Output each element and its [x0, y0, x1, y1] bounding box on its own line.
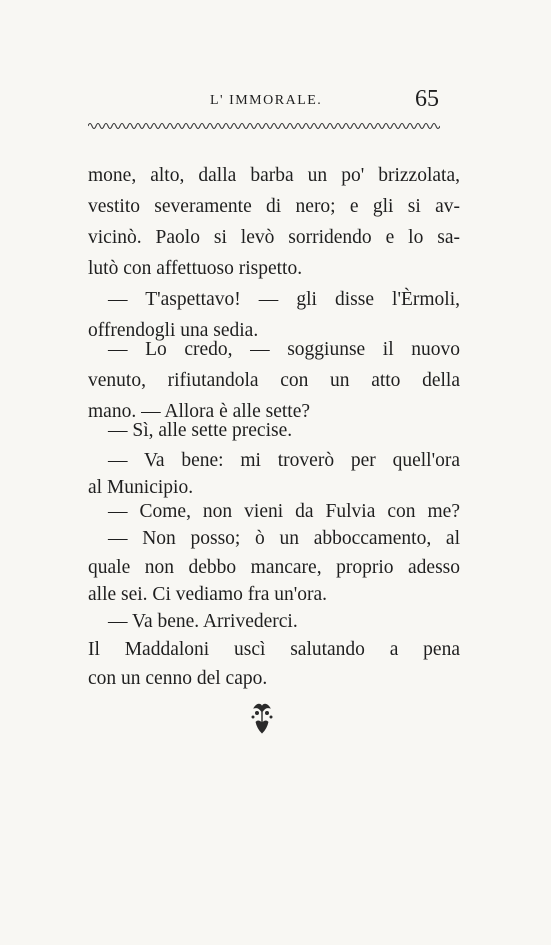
text-line: con un cenno del capo. [88, 668, 268, 689]
text-line: offrendogli una sedia. [88, 320, 259, 341]
text-line: alle sei. Ci vediamo fra un'ora. [88, 584, 328, 605]
text-line: — Sì, alle sette precise. [108, 420, 293, 441]
text-line: al Municipio. [88, 477, 194, 498]
text-line: mano. — Allora è alle sette? [88, 401, 311, 422]
running-title: L' IMMORALE. [210, 93, 323, 108]
text-line: quale non debbo mancare, proprio adesso [88, 557, 460, 578]
text-line: Il Maddaloni uscì salutando a pena [88, 639, 460, 660]
text-line: vestito severamente di nero; e gli si av- [88, 196, 460, 217]
text-line: vicinò. Paolo si levò sorridendo e lo sa- [88, 227, 460, 248]
text-line: — Va bene. Arrivederci. [108, 611, 298, 632]
text-line: lutò con affettuoso rispetto. [88, 258, 303, 279]
text-line: — Come, non vieni da Fulvia con me? [108, 501, 460, 522]
floral-tailpiece-icon [248, 700, 276, 736]
wavy-ornament-rule-icon [88, 120, 440, 132]
text-line: — T'aspettavo! — gli disse l'Èrmoli, [108, 289, 460, 310]
text-line: — Lo credo, — soggiunse il nuovo [108, 339, 460, 360]
text-line: — Non posso; ò un abboccamento, al [108, 528, 460, 549]
text-line: — Va bene: mi troverò per quell'ora [108, 450, 460, 471]
text-line: mone, alto, dalla barba un po' brizzolata, [88, 165, 460, 186]
page-number: 65 [415, 86, 439, 112]
text-line: venuto, rifiutandola con un atto della [88, 370, 460, 391]
